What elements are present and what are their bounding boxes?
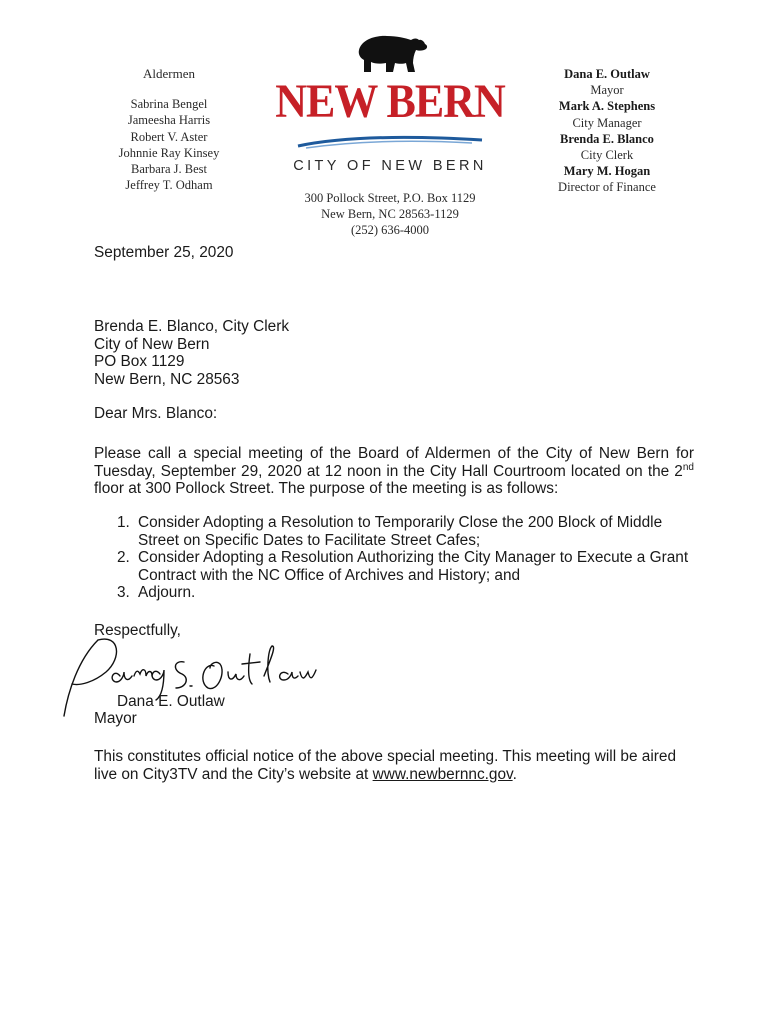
bear-icon	[353, 30, 429, 76]
agenda-number: 2.	[117, 549, 130, 567]
recipient-line: City of New Bern	[94, 335, 210, 353]
paragraph-text: Please call a special meeting of the Board of Aldermen of the City of New Bern for Tuesday, September 29, 2020 at 12 noon in the City Hall Courtroom located on the 2	[94, 445, 694, 480]
official-name: Dana E. Outlaw	[564, 67, 650, 81]
official-title: Mayor	[590, 83, 624, 98]
wave-swoosh-icon	[296, 134, 484, 150]
recipient-address	[94, 318, 289, 388]
notice-end: .	[512, 765, 517, 783]
official-name: Mark A. Stephens	[558, 99, 656, 114]
city-line: CITY OF NEW BERN	[293, 158, 487, 174]
alderman-name: Johnnie Ray Kinsey	[118, 145, 220, 160]
agenda-item	[117, 514, 697, 549]
agenda-text: Adjourn.	[138, 584, 196, 602]
signer-name: Dana E. Outlaw	[117, 693, 225, 710]
alderman-name: Barbara J. Best	[130, 162, 208, 177]
alderman-name: Robert V. Aster	[130, 129, 208, 144]
logo-wordmark: NEW BERN	[275, 75, 505, 128]
alderman-name: Sabrina Bengel	[130, 97, 208, 112]
letter-date: September 25, 2020	[94, 244, 234, 261]
agenda-text: Consider Adopting a Resolution to Temporarily Close the 200 Block of Middle Street on Specific Dates to Facilitate Street Cafes;	[138, 514, 663, 549]
recipient-line: Brenda E. Blanco, City Clerk	[94, 318, 290, 335]
official-name: Mary M. Hogan	[563, 164, 651, 179]
agenda-item	[117, 584, 697, 602]
official-title: City Clerk	[580, 148, 634, 163]
salutation: Dear Mrs. Blanco:	[94, 405, 218, 422]
ordinal-suffix: nd	[682, 461, 694, 473]
agenda-list	[117, 514, 697, 602]
notice-paragraph	[94, 748, 694, 783]
official-title: Director of Finance	[558, 180, 656, 195]
notice-text: This constitutes official notice of the above special meeting. This meeting will be aired live on City3TV and the City’s website at	[94, 748, 677, 783]
alderman-name: Jameesha Harris	[127, 113, 211, 128]
official-name: Brenda E. Blanco	[560, 131, 654, 146]
aldermen-heading: Aldermen	[143, 66, 195, 81]
website-link[interactable]: www.newbernnc.gov	[372, 765, 513, 783]
city-address	[270, 190, 510, 239]
agenda-number: 3.	[117, 584, 130, 602]
address-line: 300 Pollock Street, P.O. Box 1129	[304, 191, 476, 205]
officials-list	[530, 66, 684, 196]
paragraph-text: floor at 300 Pollock Street. The purpose of the meeting is as follows:	[94, 480, 559, 498]
recipient-line: PO Box 1129	[94, 353, 185, 371]
official-title: City Manager	[572, 115, 642, 130]
agenda-text: Consider Adopting a Resolution Authorizing the City Manager to Execute a Grant Contract with the NC Office of Archives and History; and	[138, 549, 689, 584]
address-line: New Bern, NC 28563-1129	[321, 207, 459, 222]
signer-title: Mayor	[94, 710, 137, 727]
body-paragraph	[94, 445, 694, 498]
aldermen-list	[96, 66, 242, 193]
alderman-name: Jeffrey T. Odham	[125, 178, 213, 193]
agenda-number: 1.	[117, 514, 130, 531]
address-line: (252) 636-4000	[350, 223, 430, 238]
closing: Respectfully,	[94, 622, 181, 639]
agenda-item	[117, 549, 697, 584]
recipient-line: New Bern, NC 28563	[94, 370, 240, 388]
